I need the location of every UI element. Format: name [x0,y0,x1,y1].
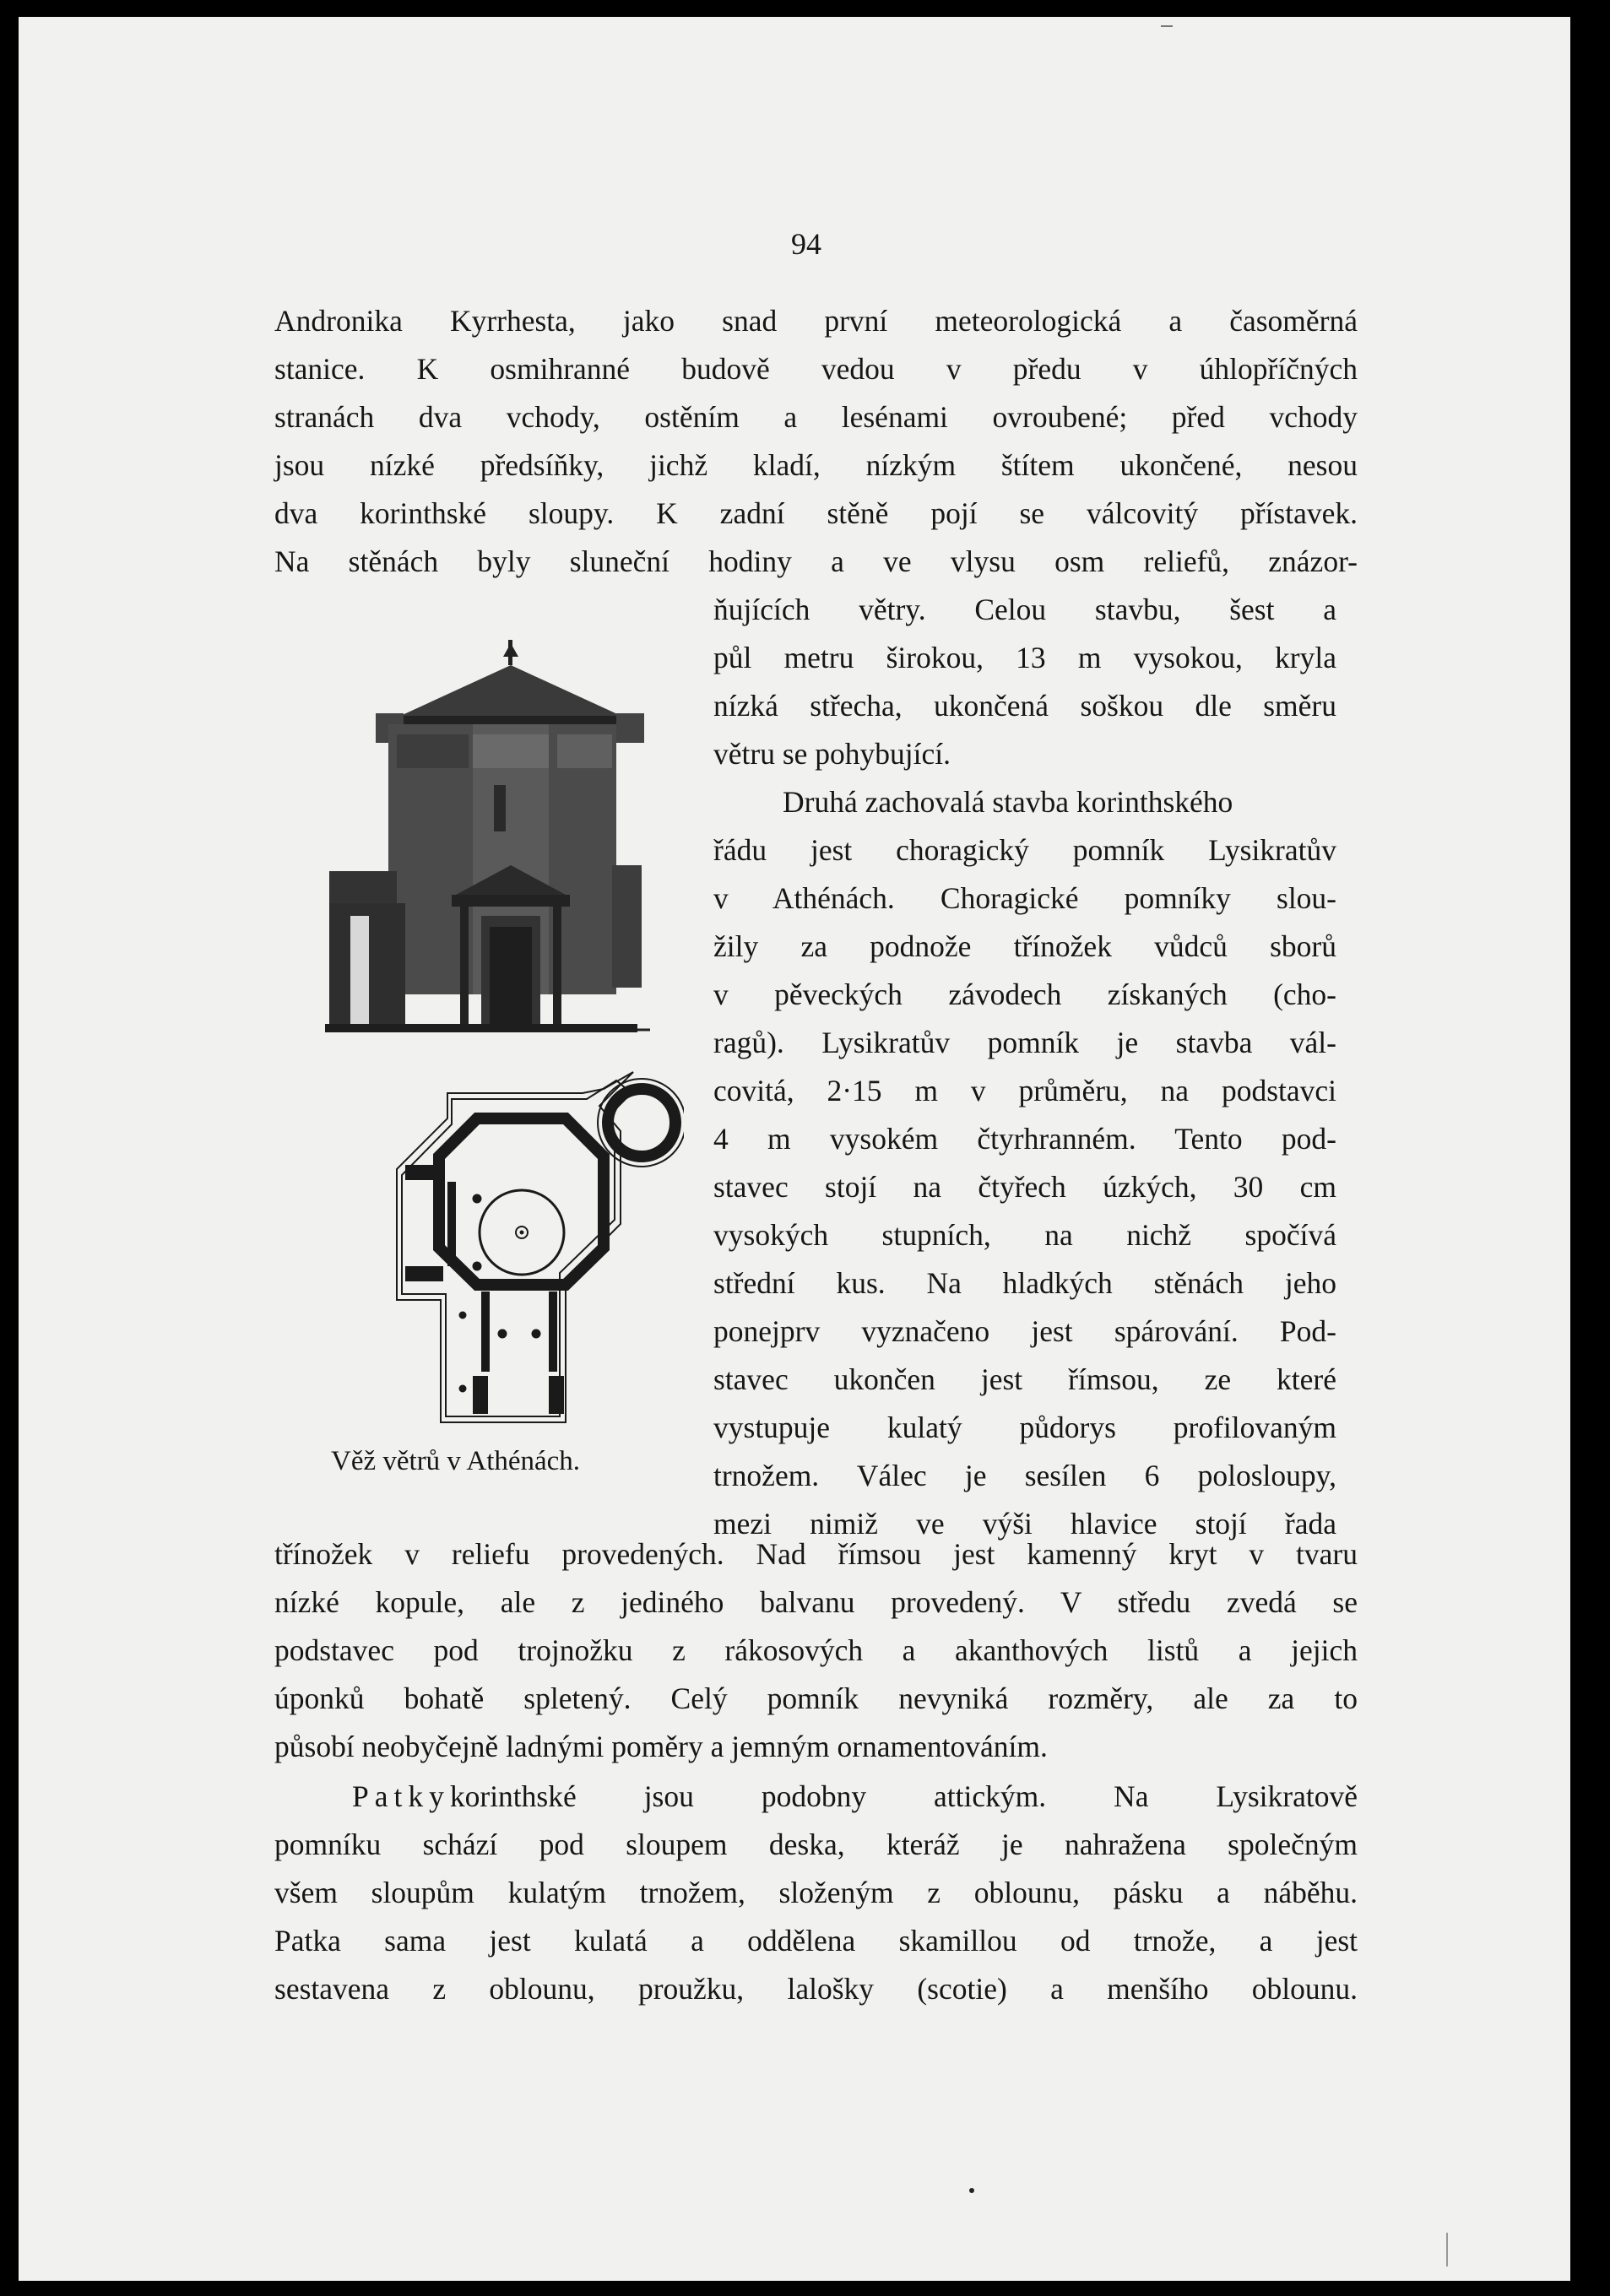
text-line: Na stěnách byly sluneční hodiny a ve vlysu osm reliefů, znázor- [274,544,1358,578]
tower-plan [397,1072,684,1422]
text-line: všem sloupům kulatým trnožem, složeným z oblounu, pásku a náběhu. [274,1876,1358,1909]
text-line: nízká střecha, ukončená soškou dle směru [713,689,1336,723]
text-line: v pěveckých závodech získaných (cho- [713,977,1336,1011]
text-line: 4 m vysokém čtyrhranném. Tento pod- [713,1122,1336,1156]
text-line: stavec ukončen jest římsou, ze které [713,1362,1336,1396]
text-line: vystupuje kulatý půdorys profilovaným [713,1411,1336,1444]
text-line: půl metru širokou, 13 m vysokou, kryla [713,641,1336,674]
text-line: vysokých stupních, na nichž spočívá [713,1218,1336,1252]
tower-elevation [325,640,650,1032]
text-line [352,1773,1358,1820]
text-line: ňujících větry. Celou stavbu, šest a [713,593,1336,626]
text-line: mezi nimiž ve výši hlavice stojí řada [713,1507,1336,1541]
spaced-lead-word: Patky [352,1779,450,1813]
text-line: působí neobyčejně ladnými poměry a jemným ornamentováním. [274,1730,1048,1763]
text-line: Andronika Kyrrhesta, jako snad první meteorologická a časoměrná [274,304,1358,338]
text-line: Druhá zachovalá stavba korinthského [783,785,1233,819]
text-line: ragů). Lysikratův pomník je stavba vál- [713,1026,1336,1059]
page-number: 94 [791,227,821,261]
text-line: žily za podnože třínožek vůdců sborů [713,929,1336,963]
scan-speck [969,2188,974,2193]
text-line: dva korinthské sloupy. K zadní stěně pojí se válcovitý přístavek. [274,496,1358,530]
scan-speck [1446,2233,1448,2266]
text-line: řádu jest choragický pomník Lysikratův [713,833,1336,867]
text-line: nízké kopule, ale z jediného balvanu provedený. V středu zvedá se [274,1585,1358,1619]
figure-caption: Věž větrů v Athénách. [331,1446,581,1476]
text-line: v Athénách. Choragické pomníky slou- [713,881,1336,915]
text-line-rest: korinthské jsou podobny attickým. Na Lysikratově [449,1779,1358,1813]
text-line: větru se pohybující. [713,737,951,771]
text-line: podstavec pod trojnožku z rákosových a akanthových listů a jejich [274,1633,1358,1667]
text-line: třínožek v reliefu provedených. Nad římsou jest kamenný kryt v tvaru [274,1537,1358,1571]
text-line: ponejprv vyznačeno jest spárování. Pod- [713,1314,1336,1348]
text-line: jsou nízké předsíňky, jichž kladí, nízkým štítem ukončené, nesou [274,448,1358,482]
text-line: pomníku schází pod sloupem deska, kteráž je nahražena společným [274,1828,1358,1861]
text-line: Patka sama jest kulatá a oddělena skamillou od trnože, a jest [274,1924,1358,1958]
text-line: covitá, 2·15 m v průměru, na podstavci [713,1074,1336,1107]
text-line: střední kus. Na hladkých stěnách jeho [713,1266,1336,1300]
text-line: stavec stojí na čtyřech úzkých, 30 cm [713,1170,1336,1204]
text-line: sestavena z oblounu, proužku, lalošky (scotie) a menšího oblounu. [274,1972,1358,2006]
scan-speck [1161,25,1173,27]
text-line: stanice. K osmihranné budově vedou v předu v úhlopříčných [274,352,1358,386]
text-line: stranách dva vchody, ostěním a lesénami ovroubené; před vchody [274,400,1358,434]
text-line: úponků bohatě spletený. Celý pomník nevyniká rozměry, ale za to [274,1681,1358,1715]
text-line: trnožem. Válec je sesílen 6 polosloupy, [713,1459,1336,1492]
figure-tower-of-winds [312,633,684,1431]
